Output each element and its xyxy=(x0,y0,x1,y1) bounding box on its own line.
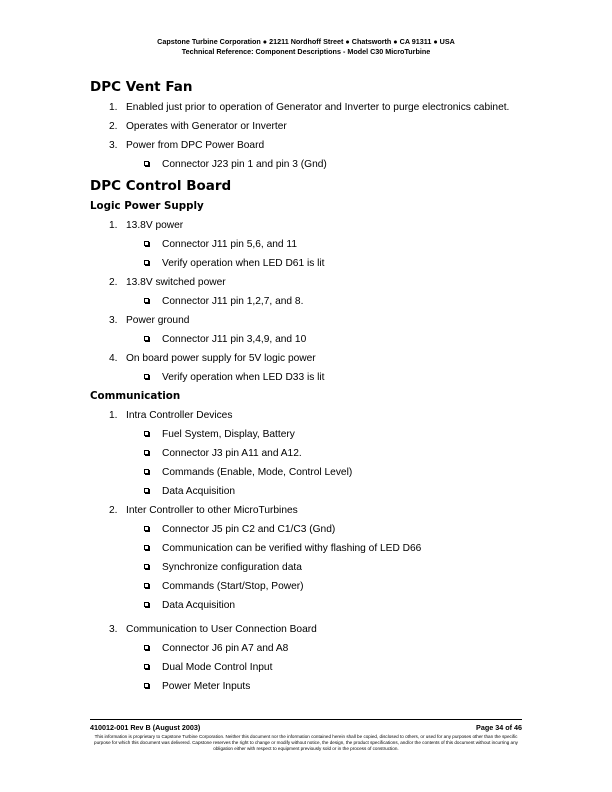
checkbox-bullet-icon xyxy=(144,683,149,688)
bullet-item xyxy=(90,238,530,251)
bullet-text: Synchronize configuration data xyxy=(162,562,302,573)
page-content xyxy=(90,78,530,693)
list-text: 13.8V power xyxy=(126,220,184,231)
list-number: 3. xyxy=(109,315,118,326)
bullet-text: Connector J23 pin 1 and pin 3 (Gnd) xyxy=(162,159,327,170)
bullet-text: Commands (Start/Stop, Power) xyxy=(162,581,304,592)
checkbox-bullet-icon xyxy=(144,526,149,531)
footer-document-id: 410012-001 Rev B (August 2003) xyxy=(90,723,201,732)
list-text: Inter Controller to other MicroTurbines xyxy=(126,505,298,516)
list-item xyxy=(90,623,530,636)
bullet-item xyxy=(90,158,530,171)
list-number: 2. xyxy=(109,121,118,132)
list-item xyxy=(90,314,530,327)
bullet-text: Connector J3 pin A11 and A12. xyxy=(162,448,302,459)
subsection-heading-logic-power: Logic Power Supply xyxy=(90,200,204,212)
bullet-item xyxy=(90,428,530,441)
list-number: 2. xyxy=(109,505,118,516)
bullet-text: Data Acquisition xyxy=(162,486,236,497)
bullet-text: Data Acquisition xyxy=(162,600,236,611)
list-number: 1. xyxy=(109,410,118,421)
list-item xyxy=(90,504,530,517)
footer-disclaimer: This information is proprietary to Capstone Turbine Corporation. Neither this document nor the information contained herein shall be copied, disclosed to others, or used for any purposes other than the specific purpose for which this document was delivered. Capstone reserves the right to change or modify without notice, the design, the product specifications, and/or the contents of this document without incurring any obligation either with respect to equipment previously sold or in the process of construction. xyxy=(94,734,518,751)
section-heading-vent-fan: DPC Vent Fan xyxy=(90,79,193,95)
list-number: 3. xyxy=(109,140,118,151)
list-number: 1. xyxy=(109,220,118,231)
bullet-text: Verify operation when LED D61 is lit xyxy=(162,258,325,269)
checkbox-bullet-icon xyxy=(144,161,149,166)
checkbox-bullet-icon xyxy=(144,564,149,569)
bullet-item xyxy=(90,561,530,574)
bullet-text: Dual Mode Control Input xyxy=(162,662,273,673)
page-header xyxy=(0,37,612,57)
list-text: Intra Controller Devices xyxy=(126,410,233,421)
checkbox-bullet-icon xyxy=(144,298,149,303)
checkbox-bullet-icon xyxy=(144,545,149,550)
checkbox-bullet-icon xyxy=(144,260,149,265)
footer-page-number: Page 34 of 46 xyxy=(476,723,522,732)
bullet-item xyxy=(90,257,530,270)
checkbox-bullet-icon xyxy=(144,241,149,246)
section-heading-control-board: DPC Control Board xyxy=(90,178,232,194)
checkbox-bullet-icon xyxy=(144,602,149,607)
checkbox-bullet-icon xyxy=(144,336,149,341)
footer-divider xyxy=(90,719,522,720)
list-text: Power from DPC Power Board xyxy=(126,140,265,151)
bullet-text: Connector J11 pin 1,2,7, and 8. xyxy=(162,296,304,307)
bullet-text: Power Meter Inputs xyxy=(162,681,251,692)
list-item xyxy=(90,352,530,365)
bullet-item xyxy=(90,333,530,346)
checkbox-bullet-icon xyxy=(144,583,149,588)
bullet-text: Verify operation when LED D33 is lit xyxy=(162,372,325,383)
checkbox-bullet-icon xyxy=(144,645,149,650)
bullet-item xyxy=(90,485,530,498)
bullet-text: Communication can be verified withy flashing of LED D66 xyxy=(162,543,422,554)
list-item xyxy=(90,139,530,152)
list-text: Enabled just prior to operation of Generator and Inverter to purge electronics cabinet. xyxy=(126,102,510,113)
list-item xyxy=(90,101,530,114)
list-text: Operates with Generator or Inverter xyxy=(126,121,287,132)
bullet-item xyxy=(90,295,530,308)
bullet-text: Fuel System, Display, Battery xyxy=(162,429,295,440)
bullet-item xyxy=(90,580,530,593)
list-item xyxy=(90,409,530,422)
list-number: 1. xyxy=(109,102,118,113)
bullet-text: Connector J11 pin 5,6, and 11 xyxy=(162,239,297,250)
checkbox-bullet-icon xyxy=(144,488,149,493)
bullet-item xyxy=(90,661,530,674)
header-company-line: Capstone Turbine Corporation ● 21211 Nordhoff Street ● Chatsworth ● CA 91311 ● USA xyxy=(157,37,455,46)
bullet-item xyxy=(90,447,530,460)
bullet-item xyxy=(90,466,530,479)
header-document-title: Technical Reference: Component Descriptions - Model C30 MicroTurbine xyxy=(181,47,431,56)
bullet-text: Connector J11 pin 3,4,9, and 10 xyxy=(162,334,307,345)
list-text: Power ground xyxy=(126,315,190,326)
bullet-text: Connector J5 pin C2 and C1/C3 (Gnd) xyxy=(162,524,336,535)
checkbox-bullet-icon xyxy=(144,374,149,379)
list-text: Communication to User Connection Board xyxy=(126,624,317,635)
list-number: 2. xyxy=(109,277,118,288)
bullet-item xyxy=(90,599,530,612)
bullet-text: Connector J6 pin A7 and A8 xyxy=(162,643,289,654)
checkbox-bullet-icon xyxy=(144,469,149,474)
list-number: 3. xyxy=(109,624,118,635)
subsection-heading-communication: Communication xyxy=(90,390,181,402)
bullet-text: Commands (Enable, Mode, Control Level) xyxy=(162,467,353,478)
list-item xyxy=(90,120,530,133)
list-item xyxy=(90,219,530,232)
list-text: 13.8V switched power xyxy=(126,277,226,288)
list-number: 4. xyxy=(109,353,118,364)
bullet-item xyxy=(90,542,530,555)
bullet-item xyxy=(90,642,530,655)
bullet-item xyxy=(90,680,530,693)
bullet-item xyxy=(90,523,530,536)
checkbox-bullet-icon xyxy=(144,450,149,455)
checkbox-bullet-icon xyxy=(144,431,149,436)
list-item xyxy=(90,276,530,289)
checkbox-bullet-icon xyxy=(144,664,149,669)
bullet-item xyxy=(90,371,530,384)
list-text: On board power supply for 5V logic power xyxy=(126,353,316,364)
